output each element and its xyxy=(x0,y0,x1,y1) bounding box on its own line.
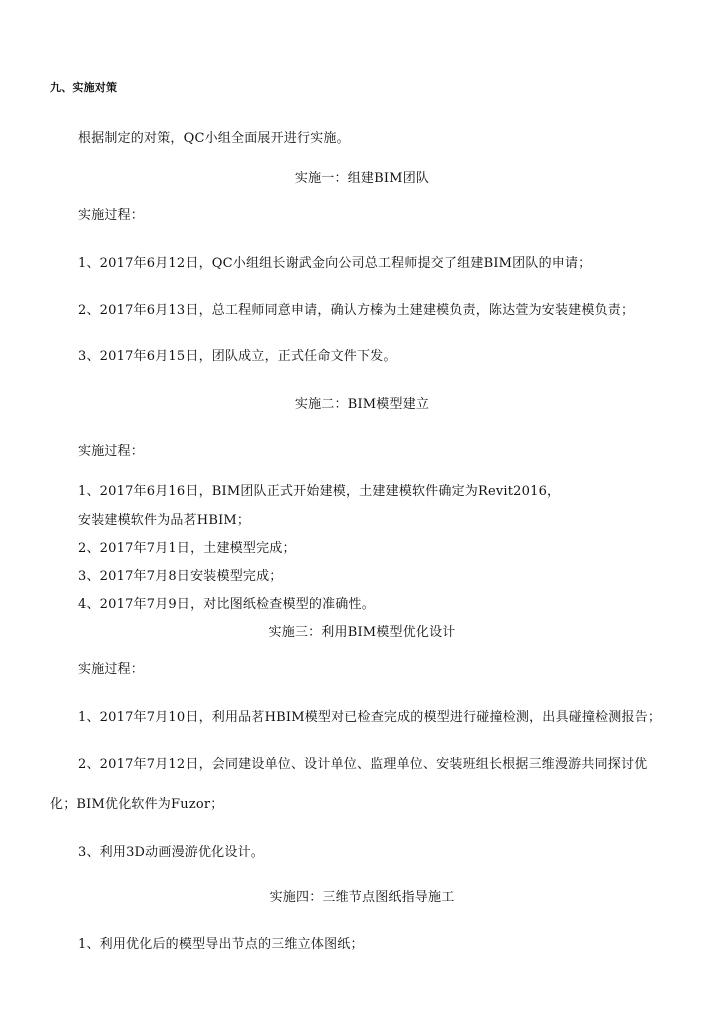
intro-paragraph: 根据制定的对策，QC小组全面展开进行实施。 xyxy=(78,131,350,146)
impl1-item-2: 2、2017年6月13日，总工程师同意申请，确认方榛为土建建模负责，陈达萱为安装建模负责； xyxy=(78,303,635,318)
impl3-item-2: 2、2017年7月12日，会同建设单位、设计单位、监理单位、安装班组长根据三维漫游共同探讨优 xyxy=(78,757,648,772)
impl1-item-3: 3、2017年6月15日，团队成立，正式任命文件下发。 xyxy=(78,349,397,364)
impl3-title: 实施三：利用BIM模型优化设计 xyxy=(268,625,456,640)
impl2-title: 实施二：BIM模型建立 xyxy=(294,397,430,412)
section-title: 九、实施对策 xyxy=(50,81,118,94)
impl1-process-label: 实施过程： xyxy=(78,208,145,223)
impl2-item-1: 1、2017年6月16日，BIM团队正式开始建模，土建建模软件确定为Revit2016， xyxy=(78,484,561,499)
impl3-process-label: 实施过程： xyxy=(78,662,145,677)
impl3-item-2-cont: 化；BIM优化软件为Fuzor； xyxy=(50,797,224,812)
impl3-item-1: 1、2017年7月10日，利用品茗HBIM模型对已检查完成的模型进行碰撞检测，出具碰撞检测报告； xyxy=(78,710,662,725)
impl1-item-1: 1、2017年6月12日，QC小组组长谢武金向公司总工程师提交了组建BIM团队的申请； xyxy=(78,256,592,271)
impl2-item-4: 4、2017年7月9日，对比图纸检查模型的准确性。 xyxy=(78,597,375,612)
impl2-item-3: 3、2017年7月8日安装模型完成； xyxy=(78,569,283,584)
impl4-item-1: 1、利用优化后的模型导出节点的三维立体图纸； xyxy=(78,937,364,952)
impl2-item-2: 2、2017年7月1日，土建模型完成； xyxy=(78,541,296,556)
impl4-title: 实施四：三维节点图纸指导施工 xyxy=(269,890,455,905)
impl1-title: 实施一：组建BIM团队 xyxy=(294,171,430,186)
impl2-process-label: 实施过程： xyxy=(78,444,145,459)
impl3-item-3: 3、利用3D动画漫游优化设计。 xyxy=(78,845,264,860)
impl2-item-1-cont: 安装建模软件为品茗HBIM； xyxy=(78,513,251,528)
